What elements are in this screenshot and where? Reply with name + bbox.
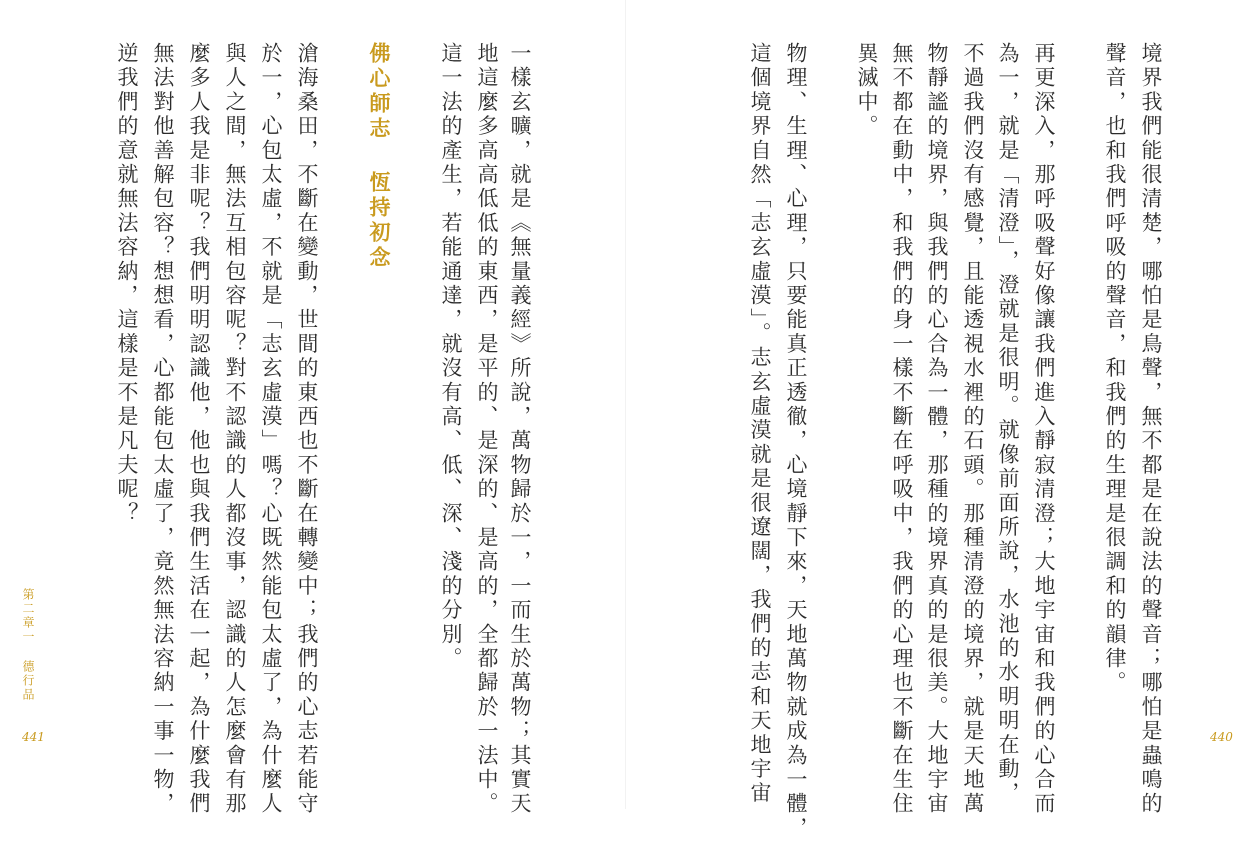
left-text-column: 與人之間，無法互相包容呢？對不認識的人都沒事，認識的人怎麼會有那 — [223, 42, 247, 817]
left-text-column: 一樣玄曠，就是《無量義經》所說，萬物歸於一，一而生於萬物；其實天 — [508, 42, 532, 817]
right-text-column: 無不都在動中，和我們的身一樣不斷在呼吸中，我們的心理也不斷在生住 — [890, 42, 914, 817]
left-text-column: 地這麼多高高低低的東西，是平的、是深的、是高的，全都歸於一法中。 — [475, 42, 499, 817]
right-text-column: 聲音，也和我們呼吸的聲音，和我們的生理是很調和的韻律。 — [1103, 42, 1127, 696]
left-text-column: 逆我們的意就無法容納，這樣是不是凡夫呢？ — [115, 42, 139, 526]
left-page — [0, 0, 625, 817]
right-text-column: 物靜謐的境界，與我們的心合為一體，那種的境界真的是很美。大地宇宙 — [925, 42, 949, 817]
left-text-column: 滄海桑田，不斷在變動，世間的東西也不斷在轉變中；我們的心志若能守 — [295, 42, 319, 817]
right-text-column: 物理、生理、心理，只要能真正透徹，心境靜下來，天地萬物就成為一體， — [784, 42, 808, 841]
right-text-column: 為一，就是「清澄」，澄就是很明。就像前面所說，水池的水明明在動， — [996, 42, 1020, 806]
page-number: 441 — [22, 730, 45, 744]
section-heading: 佛心師志 恆持初念 — [367, 42, 392, 271]
right-page — [626, 0, 1251, 841]
right-text-column: 這個境界自然「志玄虛漠」。志玄虛漠就是很遼闊，我們的志和天地宇宙 — [748, 42, 772, 806]
page-number: 440 — [1210, 730, 1233, 744]
right-text-column: 異滅中。 — [855, 42, 879, 139]
left-text-column: 這一法的產生，若能通達，就沒有高、低、深、淺的分別。 — [439, 42, 463, 672]
right-text-column: 不過我們沒有感覺，且能透視水裡的石頭。那種清澄的境界，就是天地萬 — [961, 42, 985, 817]
chapter-label: 第二章一 德行品 — [21, 588, 35, 702]
right-text-column: 境界我們能很清楚，哪怕是鳥聲，無不都是在說法的聲音；哪怕是蟲鳴的 — [1139, 42, 1163, 817]
left-text-column: 麼多人我是非呢？我們明明認識他，他也與我們生活在一起，為什麼我們 — [187, 42, 211, 817]
left-text-column: 於一，心包太虛，不就是「志玄虛漠」嗎？心既然能包太虛了，為什麼人 — [259, 42, 283, 817]
left-text-column: 無法對他善解包容？想想看，心都能包太虛了，竟然無法容納一事一物， — [151, 42, 175, 817]
right-text-column: 再更深入，那呼吸聲好像讓我們進入靜寂清澄；大地宇宙和我們的心合而 — [1032, 42, 1056, 817]
